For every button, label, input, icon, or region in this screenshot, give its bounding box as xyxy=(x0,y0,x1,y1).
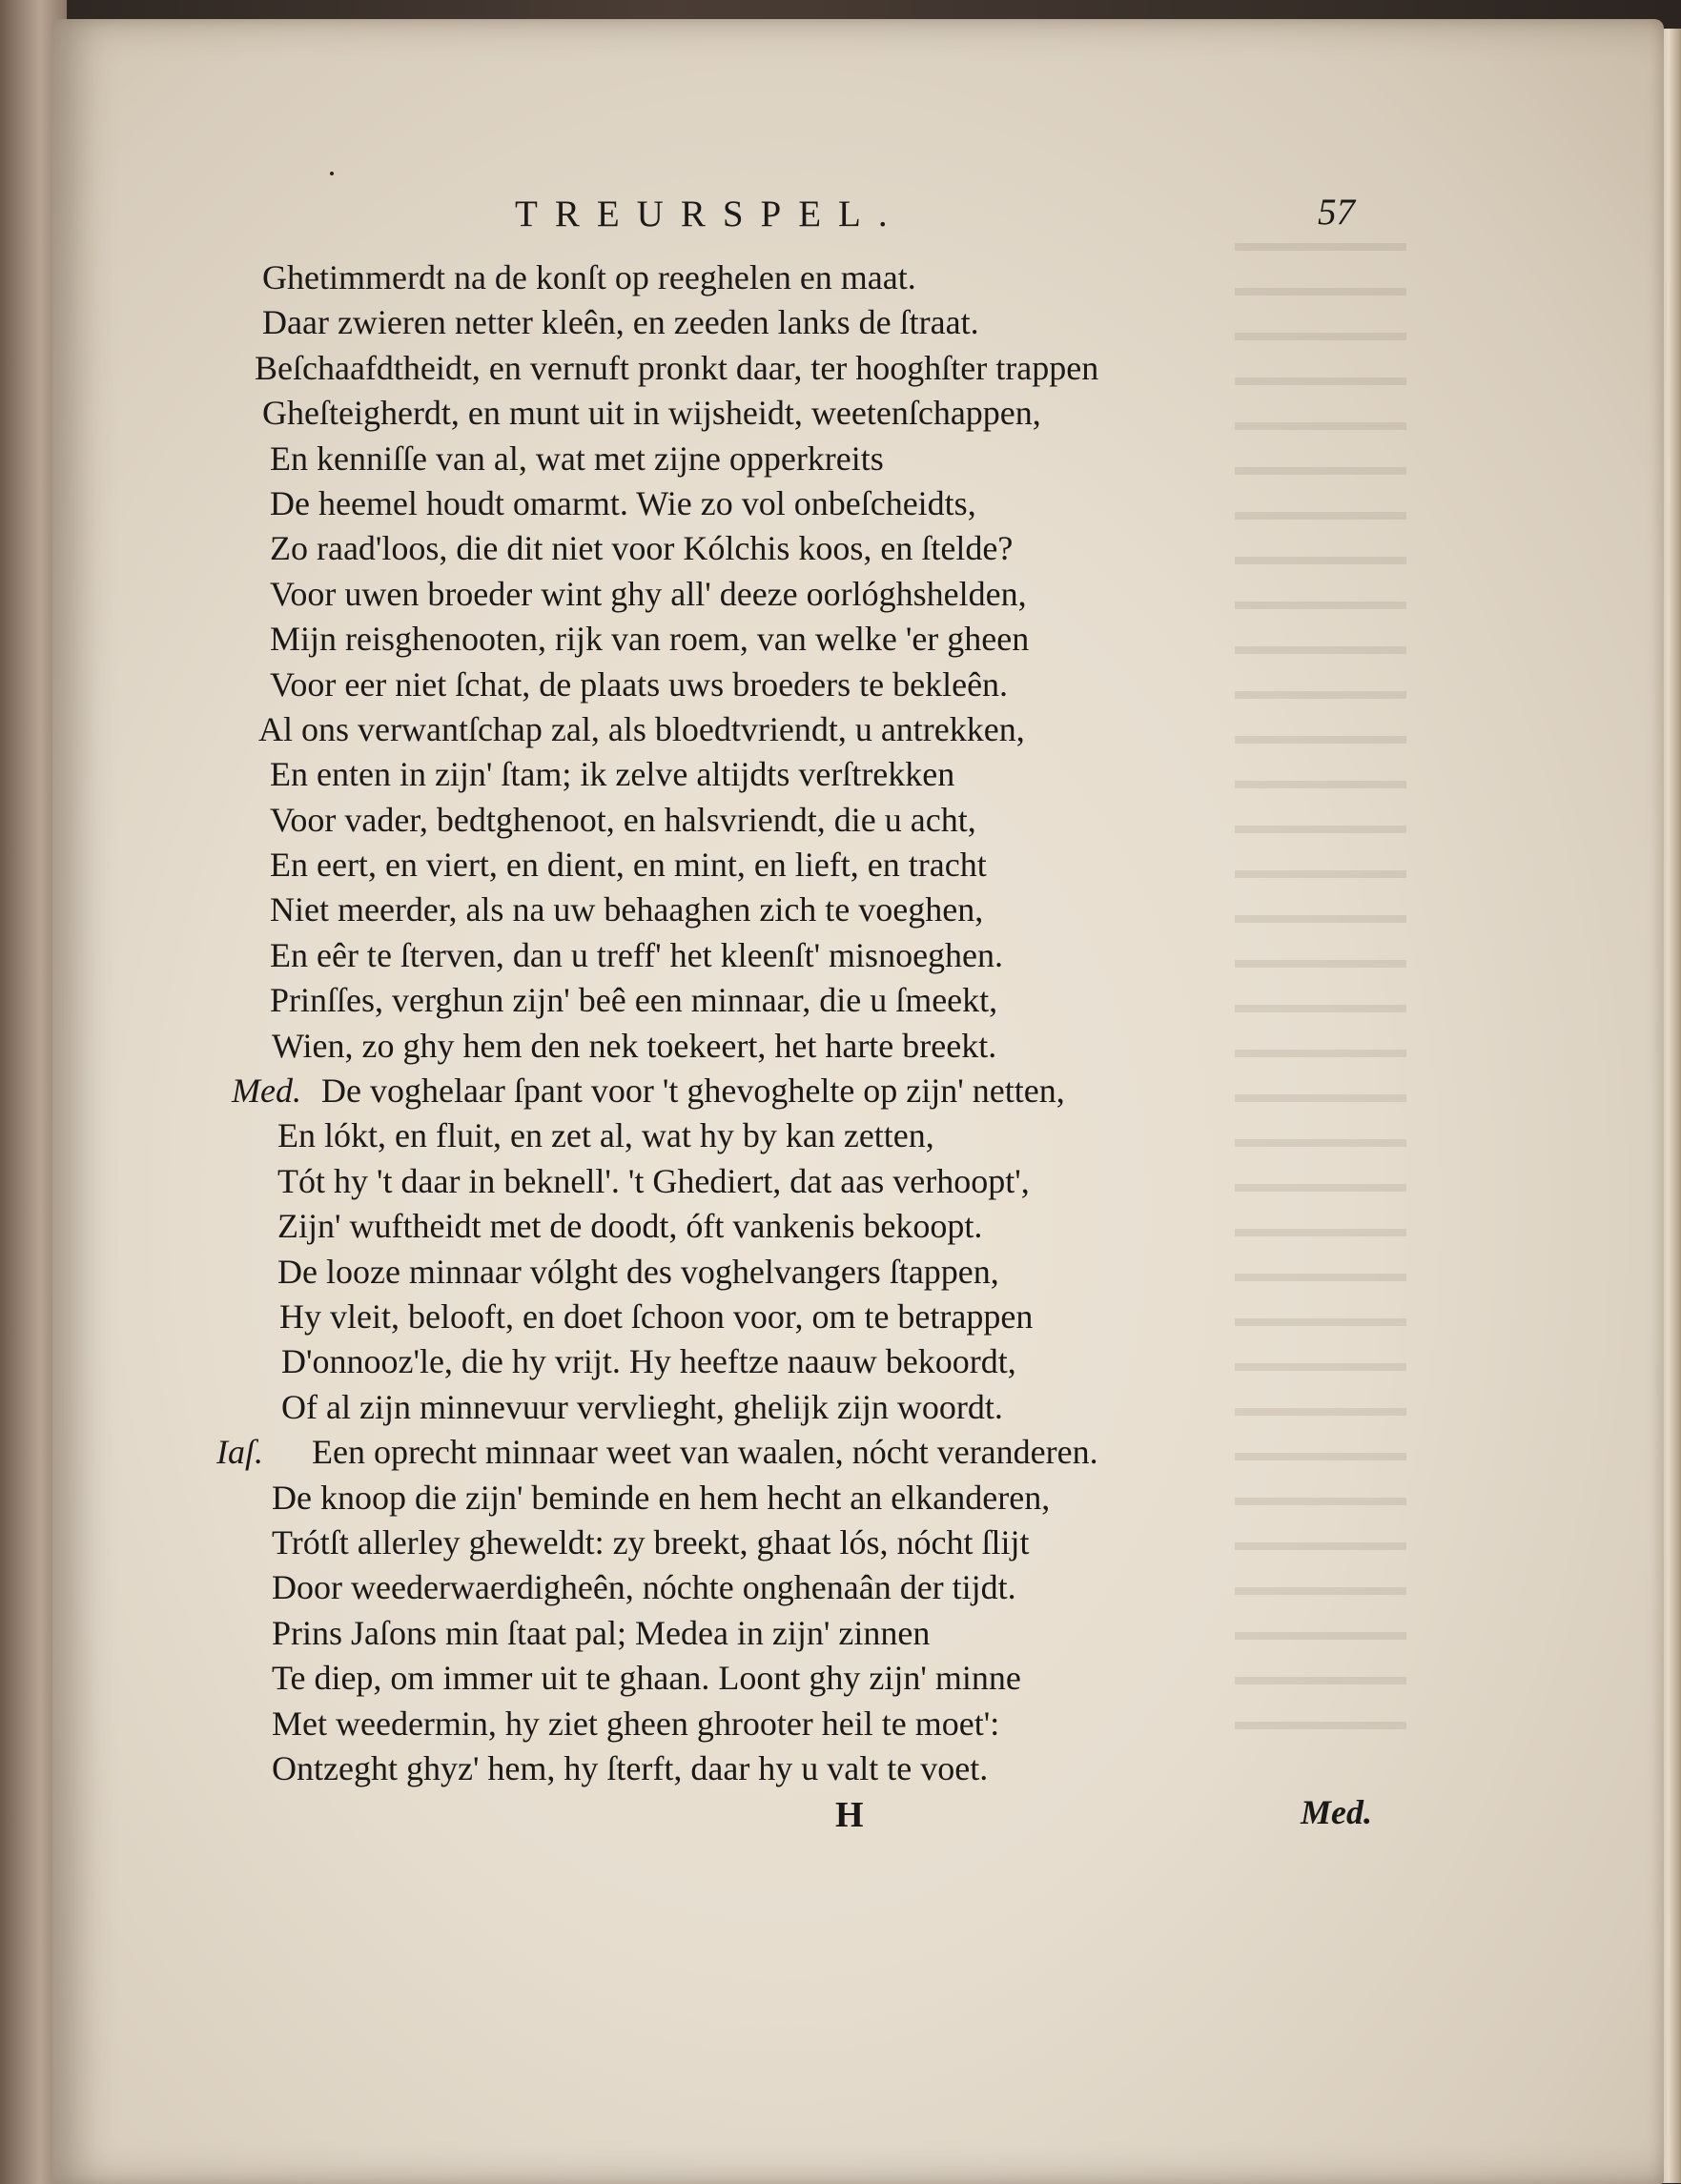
verse-text: De heemel houdt omarmt. Wie zo vol onbeſcheidts, xyxy=(270,483,976,522)
verse-block xyxy=(216,255,1359,1791)
verse-text: Ghetimmerdt na de konſt op reeghelen en maat. xyxy=(262,258,916,296)
verse-line xyxy=(234,1250,1359,1295)
verse-line xyxy=(234,1702,1359,1746)
verse-line xyxy=(234,1295,1359,1339)
verse-text: Voor uwen broeder wint ghy all' deeze oorlóghshelden, xyxy=(270,574,1027,613)
verse-text: Of al zijn minnevuur vervlieght, ghelijk zijn woordt. xyxy=(281,1387,1003,1426)
verse-line xyxy=(234,437,1359,481)
verse-text: Prins Jaſons min ſtaat pal; Medea in zijn' zinnen xyxy=(272,1613,931,1652)
verse-text: Prinſſes, verghun zijn' beê een minnaar, die u ſmeekt, xyxy=(270,981,998,1020)
running-head: TREURSPEL. xyxy=(515,194,905,235)
verse-text: Zijn' wuftheidt met de doodt, óft vankenis bekoopt. xyxy=(277,1207,983,1246)
verse-line xyxy=(234,346,1359,391)
verse-line xyxy=(234,617,1359,662)
verse-text: En kenniſſe van al, wat met zijne opperkreits xyxy=(270,439,884,478)
verse-text: En lókt, en fluit, en zet al, wat hy by kan zetten, xyxy=(277,1116,934,1155)
verse-line xyxy=(234,1024,1359,1069)
verse-line xyxy=(234,300,1359,345)
verse-text: De looze minnaar vólght des voghelvangers ſtappen, xyxy=(277,1252,999,1291)
verse-text: Voor eer niet ſchat, de plaats uws broeders te bekleên. xyxy=(270,664,1009,704)
verse-line xyxy=(234,933,1359,978)
verse-line xyxy=(234,391,1359,436)
verse-line xyxy=(234,1385,1359,1430)
verse-line xyxy=(234,1204,1359,1249)
speaker-label: Iaſ. xyxy=(216,1433,263,1472)
verse-text: Wien, zo ghy hem den nek toekeert, het harte breekt. xyxy=(272,1026,997,1065)
page-number: 57 xyxy=(1318,192,1355,233)
verse-line xyxy=(234,1565,1359,1610)
verse-line xyxy=(234,888,1359,932)
verse-line xyxy=(234,255,1359,300)
verse-line xyxy=(234,978,1359,1023)
verse-text: En eert, en viert, en dient, en mint, en lieft, en tracht xyxy=(270,846,987,885)
verse-line xyxy=(234,1476,1359,1521)
verse-line xyxy=(234,1159,1359,1204)
verse-text: Gheſteigherdt, en munt uit in wijsheidt, weetenſchappen, xyxy=(262,394,1041,433)
verse-text: Hy vleit, belooft, en doet ſchoon voor, om te betrappen xyxy=(279,1296,1034,1336)
verse-line xyxy=(234,1746,1359,1791)
verse-text: Met weedermin, hy ziet gheen ghrooter heil te moet': xyxy=(272,1704,1000,1743)
verse-text: Beſchaafdtheidt, en vernuft pronkt daar, ter hooghſter trappen xyxy=(255,348,1099,387)
verse-line xyxy=(234,663,1359,707)
verse-text: En enten in zijn' ſtam; ik zelve altijdts verſtrekken xyxy=(270,755,955,794)
verse-text: Daar zwieren netter kleên, en zeeden lanks de ſtraat. xyxy=(262,303,979,342)
verse-text: Ontzeght ghyz' hem, hy ſterft, daar hy u valt te voet. xyxy=(272,1748,989,1787)
verse-line xyxy=(234,572,1359,617)
verse-line xyxy=(234,752,1359,797)
verse-line xyxy=(234,526,1359,571)
verse-line xyxy=(234,707,1359,752)
verse-text: Niet meerder, als na uw behaaghen zich te voeghen, xyxy=(270,890,984,929)
verse-text: De knoop die zijn' beminde en hem hecht an elkanderen, xyxy=(272,1478,1051,1517)
verse-line xyxy=(234,1339,1359,1384)
verse-text: En eêr te ſterven, dan u treff' het kleenſt' misnoeghen. xyxy=(270,935,1004,974)
verse-text: Trótſt allerley gheweldt: zy breekt, ghaat lós, nócht ſlijt xyxy=(272,1522,1030,1561)
verse-text: Al ons verwantſchap zal, als bloedtvriendt, u antrekken, xyxy=(258,709,1025,748)
verse-text: Zo raad'loos, die dit niet voor Kólchis koos, en ſtelde? xyxy=(270,529,1014,568)
ink-dot xyxy=(330,172,334,175)
catchword: Med. xyxy=(1301,1793,1372,1831)
verse-line xyxy=(234,1521,1359,1565)
verse-text: De voghelaar ſpant voor 't ghevoghelte op zijn' netten, xyxy=(321,1072,1065,1111)
signature-mark: H xyxy=(835,1795,864,1835)
verse-line xyxy=(234,1113,1359,1158)
verse-text: Een oprecht minnaar weet van waalen, nócht veranderen. xyxy=(312,1433,1098,1472)
verse-text: D'onnooz'le, die hy vrijt. Hy heeftze naauw bekoordt, xyxy=(281,1342,1016,1381)
speaker-label: Med. xyxy=(232,1072,301,1111)
verse-line xyxy=(234,798,1359,843)
verse-line xyxy=(234,481,1359,526)
verse-text: Mijn reisghenooten, rijk van roem, van welke 'er gheen xyxy=(270,620,1030,659)
verse-text: Voor vader, bedtghenoot, en halsvriendt, die u acht, xyxy=(270,800,976,839)
verse-text: Door weederwaerdigheên, nóchte onghenaân der tijdt. xyxy=(272,1568,1016,1607)
verse-line xyxy=(234,1656,1359,1701)
verse-line xyxy=(234,1069,1359,1113)
verse-line xyxy=(234,843,1359,888)
verse-line xyxy=(234,1611,1359,1656)
verse-text: Tót hy 't daar in beknell'. 't Ghediert, dat aas verhoopt', xyxy=(277,1161,1030,1200)
verse-line xyxy=(216,1430,1359,1475)
verse-text: Te diep, om immer uit te ghaan. Loont ghy zijn' minne xyxy=(272,1659,1021,1698)
